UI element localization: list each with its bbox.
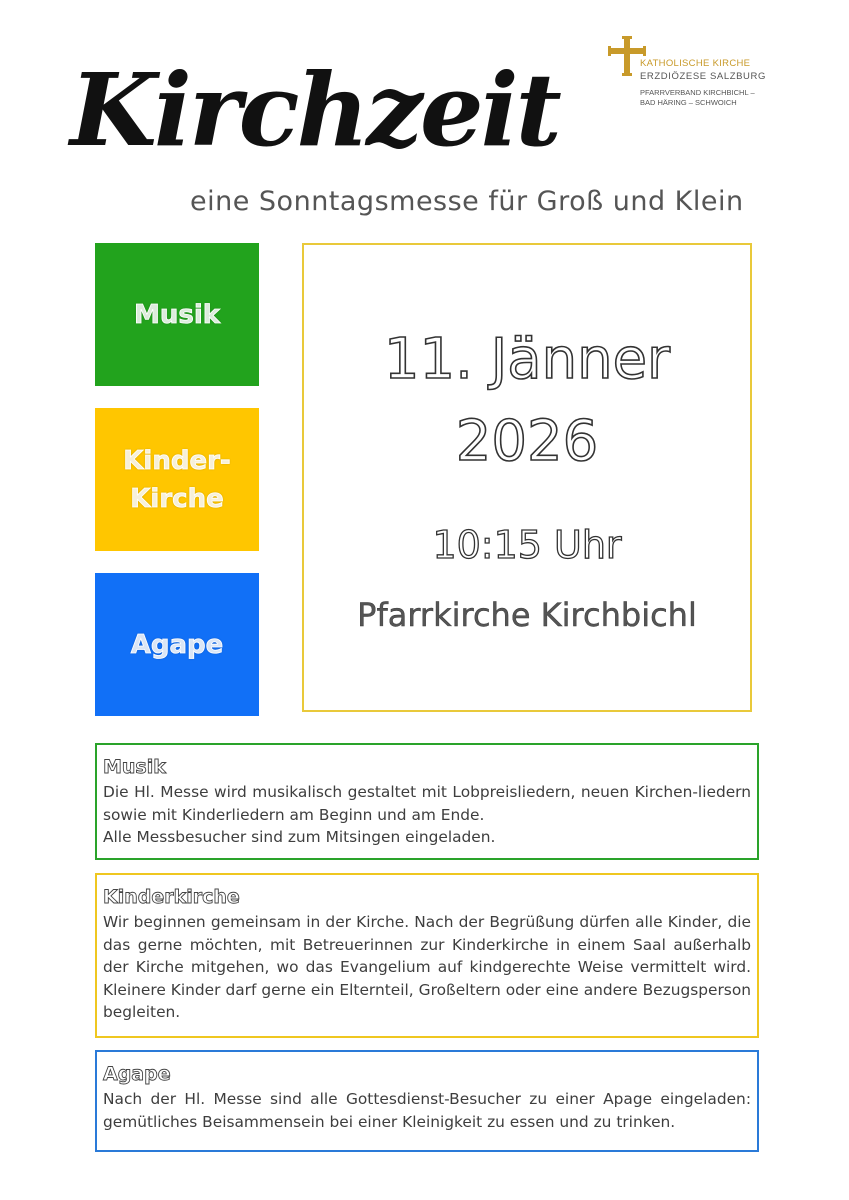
logo-line-3: PFARRVERBAND KIRCHBICHL – xyxy=(640,88,755,97)
page-subtitle: eine Sonntagsmesse für Groß und Klein xyxy=(190,186,744,217)
event-time: 10:15 Uhr xyxy=(432,523,622,567)
info-kinderkirche-text: Wir beginnen gemeinsam in der Kirche. Nach der Begrüßung dürfen alle Kinder, die das gerne möchten, mit Betreuerinnen zur Kinderkirche in einem Saal außerhalb der Kirche mitgehen, wo das Evangelium auf kindgerechte Weise vermittelt wird. Kleinere Kinder darf gerne ein Elternteil, Großeltern oder eine andere Bezugsperson begleiten. xyxy=(103,913,751,1021)
event-date: 11. Jänner xyxy=(383,327,671,392)
tile-musik-label: Musik xyxy=(133,299,221,330)
tile-agape xyxy=(95,573,259,716)
tile-agape-label: Agape xyxy=(130,629,224,660)
info-box-musik xyxy=(95,743,759,860)
church-logo xyxy=(608,34,788,114)
info-agape-text: Nach der Hl. Messe sind alle Gottesdienst-Besucher zu einer Apage eingeladen: gemütliches Beisammensein bei einer Kleinigkeit zu essen und zu trinken. xyxy=(103,1090,751,1131)
info-box-kinderkirche xyxy=(95,873,759,1038)
tile-kinderkirche-line1: Kinder- xyxy=(123,445,231,476)
info-box-agape xyxy=(95,1050,759,1152)
event-year: 2026 xyxy=(455,409,599,474)
info-musik-text-2: Alle Messbesucher sind zum Mitsingen eingeladen. xyxy=(103,828,496,846)
logo-line-4: BAD HÄRING – SCHWOICH xyxy=(640,98,737,107)
info-kinderkirche-heading: Kinderkirche xyxy=(103,886,240,908)
tile-musik xyxy=(95,243,259,386)
page-title: Kirchzeit xyxy=(70,51,559,169)
tile-kinderkirche-label xyxy=(123,442,230,518)
info-agape-heading: Agape xyxy=(103,1063,171,1085)
logo-line-1: KATHOLISCHE KIRCHE xyxy=(640,58,751,69)
tile-kinderkirche-line2: Kirche xyxy=(130,483,224,514)
event-place: Pfarrkirche Kirchbichl xyxy=(357,596,697,634)
info-musik-text: Die Hl. Messe wird musikalisch gestaltet mit Lobpreisliedern, neuen Kirchen-liedern sowie mit Kinderliedern am Beginn und am Ende. xyxy=(103,783,751,824)
logo-line-2: ERZDIÖZESE SALZBURG xyxy=(640,71,766,82)
info-musik-heading: Musik xyxy=(103,756,166,778)
event-box xyxy=(302,243,752,712)
tile-kinderkirche xyxy=(95,408,259,551)
cross-icon xyxy=(608,36,646,76)
